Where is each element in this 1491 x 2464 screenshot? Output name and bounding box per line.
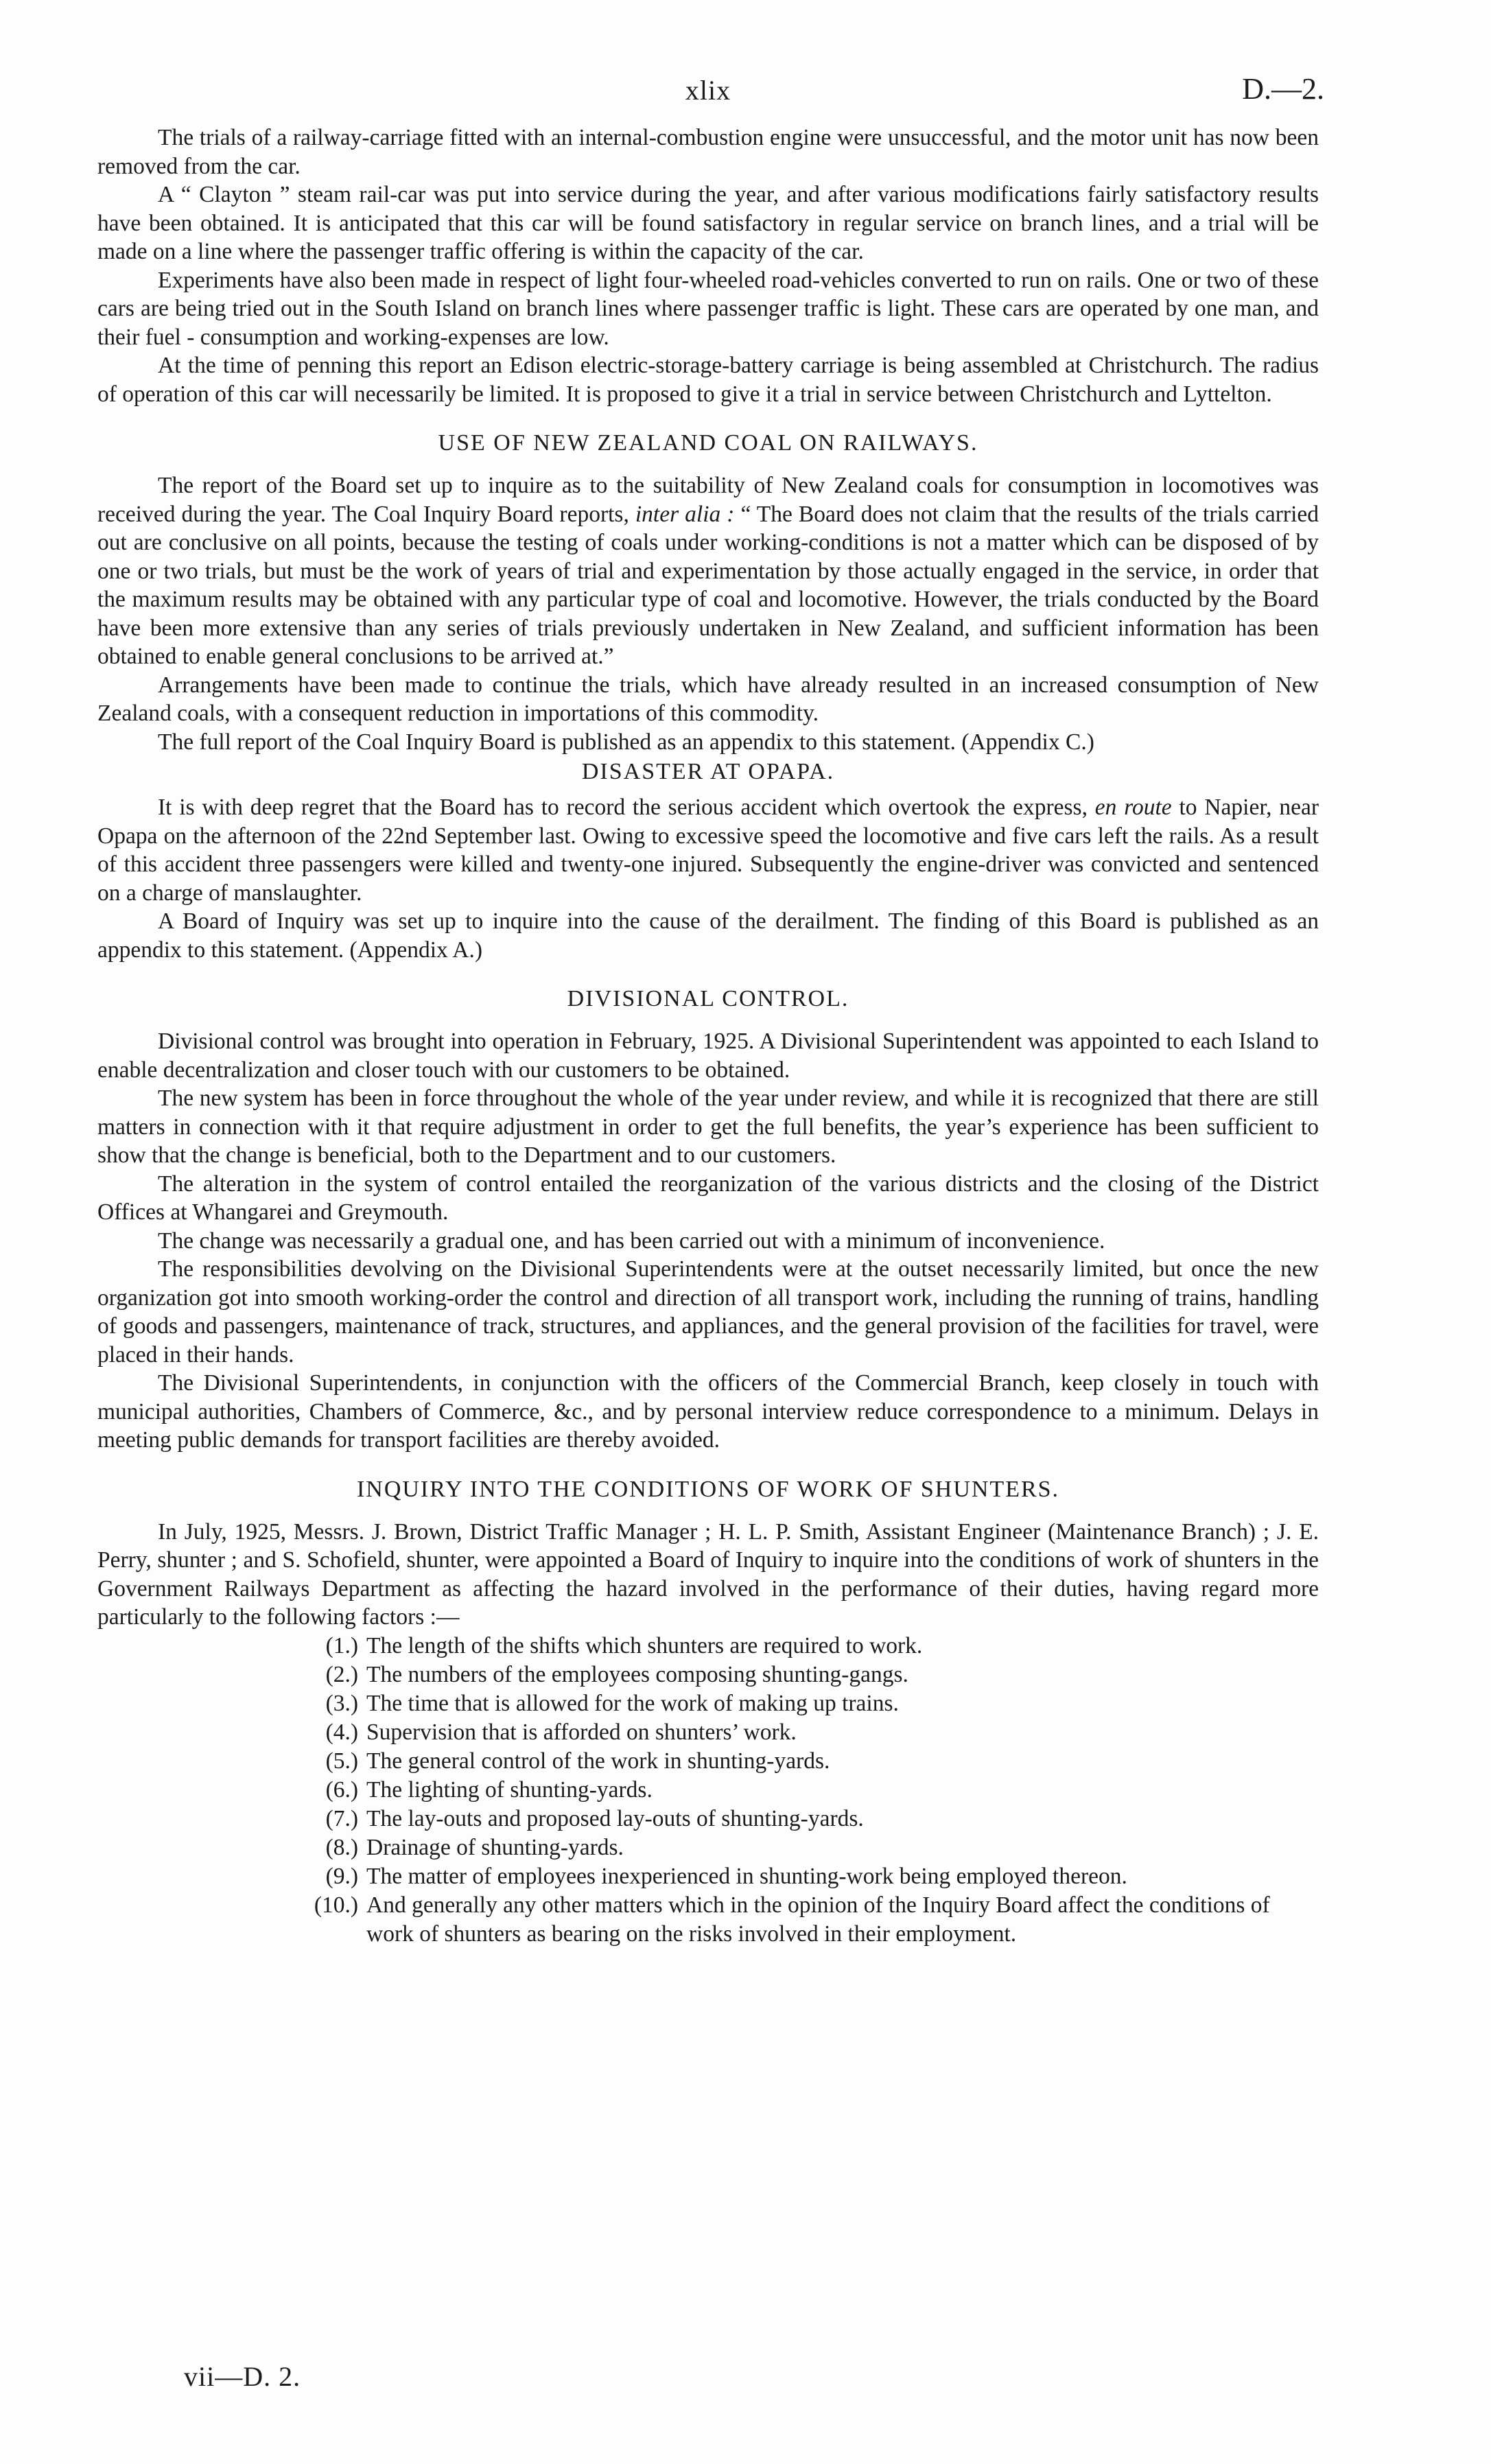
list-number: (9.) (325, 1863, 358, 1889)
paragraph: The alteration in the system of control entailed the reorganization of the various districts and the closing of the District Offices at Whangarei and Greymouth. (97, 1171, 1319, 1225)
paper-reference: D.—2. (1242, 72, 1324, 106)
list-number: (5.) (325, 1748, 358, 1774)
list-item (97, 1661, 1319, 1689)
list-text: The time that is allowed for the work of making up trains. (366, 1690, 899, 1716)
paragraph: The full report of the Coal Inquiry Board is published as an appendix to this statement. (Appendix C.) (158, 729, 1094, 755)
list-text: The lay-outs and proposed lay-outs of shunting-yards. (366, 1805, 864, 1831)
paragraph-text: to Napier, near Opapa on the afternoon of the 22nd September last. Owing to excessive speed the locomotive and five cars left the rails. As a result of this accident three passengers were killed and twenty-one injured. Subsequently the engine-driver was convicted and sentenced on a charge of manslaughter. (97, 795, 1319, 906)
section-heading: INQUIRY INTO THE CONDITIONS OF WORK OF SHUNTERS. (356, 1476, 1060, 1502)
quotation: “ The Board does not claim that the results of the trials carried out are conclusive on all points, because the testing of coals under working-conditions is not a matter which can be disposed of by one or two trials, but must be the work of years of trial and experimentation by those actually engaged in the service, in order that the maximum results may be obtained with any particular type of coal and locomotive. However, the trials conducted by the Board have been more extensive than any series of trials previously undertaken in New Zealand, and sufficient information has been obtained to enable general conclusions to be arrived at.” (97, 501, 1319, 669)
list-item (97, 1833, 1319, 1862)
paragraph: Arrangements have been made to continue the trials, which have already resulted in an increased consumption of New Zealand coals, with a consequent reduction in importations of this commodity. (97, 672, 1319, 726)
section-heading: USE OF NEW ZEALAND COAL ON RAILWAYS. (438, 430, 978, 456)
list-item (97, 1689, 1319, 1718)
document-page (97, 69, 1324, 1949)
list-text: The matter of employees inexperienced in shunting-work being employed thereon. (366, 1863, 1127, 1889)
paragraph: At the time of penning this report an Edison electric-storage-battery carriage is being assembled at Christchurch. The radius of operation of this car will necessarily be limited. It is proposed to give it a trial in service between Christchurch and Lyttelton. (97, 353, 1319, 407)
list-text: Drainage of shunting-yards. (366, 1834, 624, 1860)
paragraph (97, 471, 1319, 671)
paragraph: In July, 1925, Messrs. J. Brown, District Traffic Manager ; H. L. P. Smith, Assistant Engineer (Maintenance Branch) ; J. E. Perry, shunter ; and S. Schofield, shunter, were appointed a Board of Inquiry to inquire into the conditions of work of shunters in the Government Railways Department as affecting the hazard involved in the performance of their duties, having regard more particularly to the following factors :— (97, 1518, 1319, 1630)
paragraph-text: It is with deep regret that the Board has to record the serious accident which overtook the express, (158, 795, 1088, 820)
paragraph: A “ Clayton ” steam rail-car was put into service during the year, and after various modifications fairly satisfactory results have been obtained. It is anticipated that this car will be found satisfactory in regular service on branch lines, and a trial will be made on a line where the passenger traffic offering is within the capacity of the car. (97, 182, 1319, 264)
list-text: The numbers of the employees composing shunting-gangs. (366, 1661, 908, 1687)
paragraph (97, 793, 1319, 907)
section-heading: DIVISIONAL CONTROL. (567, 986, 849, 1011)
list-item (97, 1862, 1319, 1891)
paragraph: The Divisional Superintendents, in conjunction with the officers of the Commercial Branch, keep closely in touch with municipal authorities, Chambers of Commerce, &c., and by personal interview reduce correspondence to a minimum. Delays in meeting public demands for transport facilities are thereby avoided. (97, 1370, 1319, 1453)
list-item (97, 1776, 1319, 1805)
list-number: (7.) (325, 1805, 358, 1831)
section-rail-cars (97, 124, 1319, 408)
list-text: The general control of the work in shunting-yards. (366, 1748, 830, 1774)
running-head (97, 69, 1324, 124)
printer-signature-mark: vii—D. 2. (184, 2361, 301, 2392)
list-item (97, 1747, 1319, 1776)
paragraph: Divisional control was brought into operation in February, 1925. A Divisional Superintendent was appointed to each Island to enable decentralization and closer touch with our customers to be obtained. (97, 1029, 1319, 1083)
paragraph: The change was necessarily a gradual one, and has been carried out with a minimum of inconvenience. (158, 1228, 1105, 1254)
italic-phrase: inter alia : (635, 501, 735, 527)
section-heading: DISASTER AT OPAPA. (581, 759, 835, 784)
section-shunters-inquiry (97, 1475, 1319, 1949)
section-opapa (97, 758, 1319, 964)
list-item (97, 1718, 1319, 1747)
paragraph: The trials of a railway-carriage fitted with an internal-combustion engine were unsuccessful, and the motor unit has now been removed from the car. (97, 125, 1319, 179)
section-coal (97, 429, 1319, 756)
list-number: (10.) (314, 1892, 358, 1918)
list-item (97, 1891, 1319, 1949)
factors-list (97, 1632, 1319, 1949)
list-number: (6.) (325, 1776, 358, 1803)
list-text: Supervision that is afforded on shunters’ work. (366, 1719, 797, 1745)
list-item (97, 1805, 1319, 1833)
page-number: xlix (685, 75, 731, 106)
list-number: (4.) (325, 1719, 358, 1745)
paragraph-text: The report of the Board set up to inquire as to the suitability of New Zealand coals for consumption in locomotives was received during the year. The Coal Inquiry Board reports, (97, 473, 1319, 527)
list-item (97, 1632, 1319, 1661)
list-text: And generally any other matters which in the opinion of the Inquiry Board affect the conditions of work of shunters as bearing on the risks involved in their employment. (366, 1892, 1270, 1947)
list-number: (3.) (325, 1690, 358, 1716)
section-divisional-control (97, 985, 1319, 1455)
paragraph: A Board of Inquiry was set up to inquire into the cause of the derailment. The finding of this Board is published as an appendix to this statement. (Appendix A.) (97, 908, 1319, 963)
list-text: The length of the shifts which shunters are required to work. (366, 1632, 923, 1658)
list-number: (1.) (325, 1632, 358, 1658)
paragraph: The new system has been in force throughout the whole of the year under review, and while it is recognized that there are still matters in connection with it that require adjustment in order to get the full benefits, the year’s experience has been sufficient to show that the change is beneficial, both to the Department and to our customers. (97, 1086, 1319, 1168)
paragraph: The responsibilities devolving on the Divisional Superintendents were at the outset necessarily limited, but once the new organization got into smooth working-order the control and direction of all transport work, including the running of trains, handling of goods and passengers, maintenance of track, structures, and appliances, and the general provision of the facilities for travel, were placed in their hands. (97, 1256, 1319, 1368)
list-number: (8.) (325, 1834, 358, 1860)
paragraph: Experiments have also been made in respect of light four-wheeled road-vehicles converted to run on rails. One or two of these cars are being tried out in the South Island on branch lines where passenger traffic is light. These cars are operated by one man, and their fuel - consumption and working-expenses are low. (97, 267, 1319, 350)
list-text: The lighting of shunting-yards. (366, 1776, 653, 1803)
italic-phrase: en route (1094, 795, 1172, 820)
list-number: (2.) (325, 1661, 358, 1687)
